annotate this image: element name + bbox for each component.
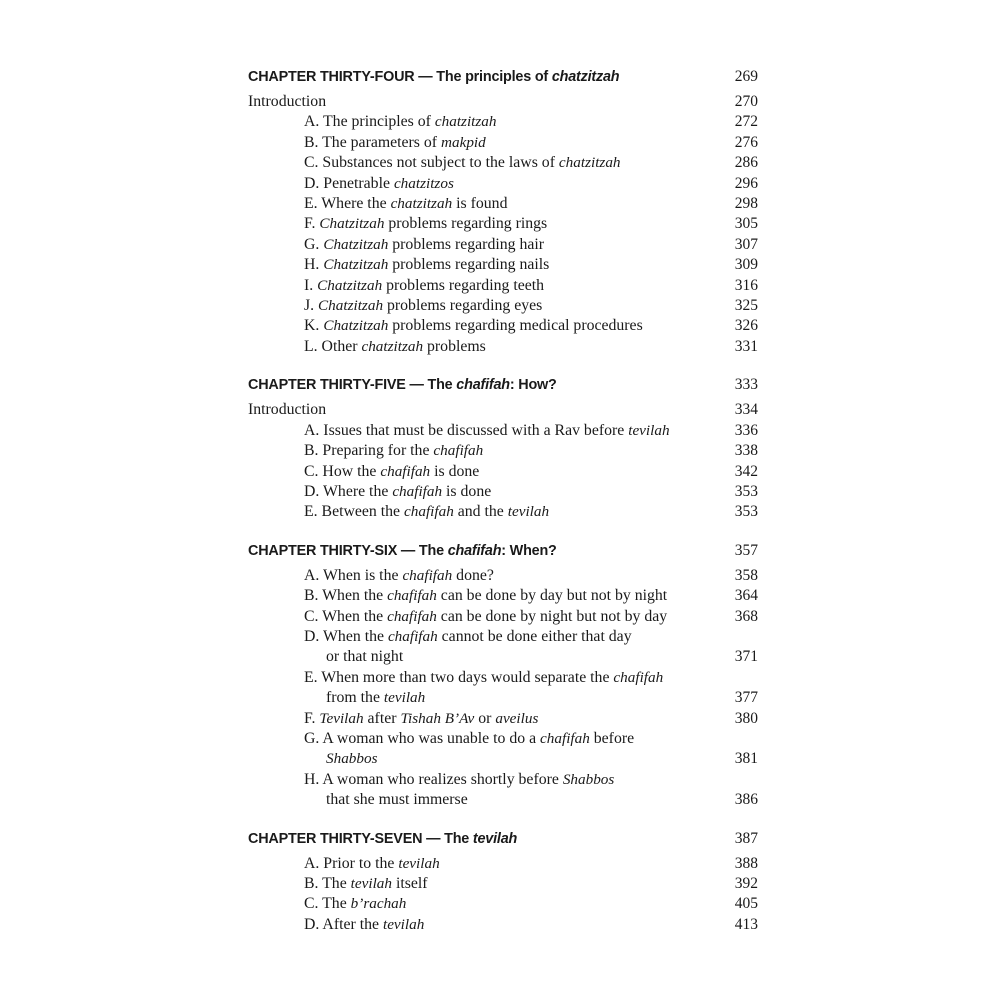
toc-entry: [248, 421, 758, 441]
entry-text-roman: A. Prior to the: [304, 854, 399, 872]
toc-entry: [248, 586, 758, 606]
toc-entry: [248, 441, 758, 461]
entry-text-roman: D. Penetrable: [304, 174, 394, 192]
page-number: 364: [734, 587, 758, 605]
page-number: 371: [734, 648, 758, 666]
toc-entry: [248, 668, 758, 688]
page-number: 353: [734, 482, 758, 500]
table-of-contents: [248, 68, 758, 954]
entry-text-roman: J.: [304, 297, 319, 315]
entry-title: [326, 790, 468, 810]
introduction-label: Introduction: [248, 93, 327, 110]
page-number: 380: [734, 709, 758, 727]
entry-text-italic-term: chafifah: [387, 627, 438, 645]
entry-text-roman: C. Substances not subject to the laws of: [304, 154, 559, 172]
page-number: 276: [734, 133, 758, 151]
chapter-subject-term: tevilah: [472, 830, 518, 847]
entry-text-roman: is done: [430, 462, 480, 480]
entry-title: [304, 770, 614, 790]
em-dash: —: [405, 377, 428, 394]
toc-entry: [248, 566, 758, 586]
entry-text-italic-term: Chatzitzah: [317, 276, 383, 294]
chapter-title: [248, 543, 557, 559]
entry-text-roman: problems regarding nails: [388, 256, 550, 274]
entry-text-roman: D. When the: [304, 627, 388, 645]
page-number: 296: [734, 174, 758, 192]
entry-text-roman: done?: [452, 566, 494, 584]
entry-text-italic-term: Chatzitzah: [319, 215, 385, 233]
entry-text-roman: cannot be done either that day: [437, 627, 632, 645]
entry-text-italic-term: Shabbos: [562, 770, 615, 788]
toc-entry: [248, 112, 758, 132]
em-dash: —: [414, 69, 437, 85]
entry-text-roman: A. When is the: [304, 566, 403, 584]
entry-title: [326, 688, 425, 708]
entry-title: [304, 482, 491, 502]
toc-entry: [248, 194, 758, 214]
entry-title: [304, 729, 634, 749]
entry-text-roman: B. When the: [304, 587, 388, 605]
chapter-label: CHAPTER THIRTY-FOUR: [248, 69, 415, 85]
chapter-subject-term: chafifah: [456, 377, 510, 394]
chapter-label: CHAPTER THIRTY-SEVEN: [248, 830, 423, 847]
toc-entry: [248, 854, 758, 874]
introduction-entry: [248, 400, 758, 420]
page-number: 368: [734, 607, 758, 625]
chapter-title: [248, 377, 557, 393]
entry-text-roman: E. Where the: [304, 195, 391, 213]
entry-text-italic-term: chatzitzah: [390, 195, 453, 213]
chapter-page-number: 357: [734, 541, 758, 559]
toc-entry: [248, 153, 758, 173]
entry-text-roman: B. The: [304, 875, 351, 892]
entry-title: [304, 915, 424, 935]
entry-text-roman: F.: [304, 215, 320, 233]
entry-text-roman: G.: [304, 235, 324, 253]
entry-text-italic-term: Tishah B’Av: [400, 709, 475, 727]
toc-entry: [248, 770, 758, 790]
page-number: 338: [734, 442, 758, 460]
entry-text-roman: problems: [423, 337, 486, 355]
toc-entry: [248, 627, 758, 647]
entry-title: [304, 194, 507, 214]
entry-text-italic-term: chafifah: [387, 607, 437, 625]
page-number: 316: [734, 276, 758, 294]
toc-entry: [248, 316, 758, 336]
toc-entry: [248, 462, 758, 482]
entry-text-roman: and the: [453, 503, 508, 521]
entry-text-roman: can be done by night but not by day: [436, 607, 668, 625]
chapter-label: CHAPTER THIRTY-FIVE: [248, 377, 406, 394]
page-number: 342: [734, 462, 758, 480]
toc-entry: [248, 894, 758, 914]
entry-text-italic-term: chafifah: [540, 729, 590, 747]
entry-text-italic-term: chafifah: [404, 503, 454, 521]
entry-text-italic-term: chafifah: [402, 566, 453, 584]
entry-text-italic-term: chatzitzah: [434, 113, 497, 131]
entry-text-roman: K.: [304, 317, 324, 335]
entry-text-italic-term: chafifah: [380, 462, 431, 480]
page-number: 413: [734, 915, 758, 933]
entry-text-roman: can be done by day but not by night: [436, 587, 668, 605]
toc-entry: [248, 729, 758, 749]
toc-entry-continuation: [248, 749, 758, 769]
toc-entry: [248, 214, 758, 234]
entry-text-roman: L. Other: [304, 337, 362, 355]
entry-title: [304, 586, 667, 606]
entry-text-roman: C. How the: [304, 462, 381, 480]
entry-text-roman: before: [589, 729, 635, 747]
entry-text-roman: problems regarding rings: [384, 215, 548, 233]
entry-title: [304, 276, 544, 296]
toc-entry: [248, 255, 758, 275]
entry-text-roman: C. When the: [304, 607, 388, 625]
chapter-page-number: 333: [734, 376, 758, 394]
toc-entry: [248, 296, 758, 316]
entry-title: [304, 174, 454, 194]
entry-text-roman: B. Preparing for the: [304, 442, 434, 460]
entry-text-roman: problems regarding hair: [388, 235, 545, 253]
chapter-subject: The principles of: [436, 69, 552, 85]
entry-text-italic-term: chafifah: [433, 442, 484, 460]
page-number: 386: [734, 791, 758, 809]
page-number: 377: [734, 689, 758, 707]
page-number: 353: [734, 503, 758, 521]
entry-text-italic-term: tevilah: [383, 689, 426, 707]
em-dash: —: [397, 542, 419, 559]
entry-text-italic-term: aveilus: [495, 709, 539, 727]
page-number: 358: [734, 566, 758, 584]
entry-text-italic-term: chafifah: [392, 482, 443, 500]
entry-text-italic-term: chatzitzah: [361, 337, 424, 355]
entry-text-italic-term: Shabbos: [326, 750, 378, 768]
toc-entry: [248, 607, 758, 627]
entry-title: [304, 502, 549, 522]
entry-text-italic-term: makpid: [441, 133, 486, 151]
page-number: 334: [734, 401, 758, 419]
chapter-heading: [248, 68, 758, 91]
toc-entry: [248, 337, 758, 357]
entry-text-italic-term: tevilah: [398, 854, 440, 872]
page-number: 298: [734, 195, 758, 213]
entry-text-italic-term: tevilah: [507, 503, 550, 521]
entry-text-roman: problems regarding medical procedures: [388, 317, 643, 335]
entry-title: [304, 255, 549, 275]
em-dash: —: [422, 830, 445, 847]
entry-text-roman: I.: [304, 276, 318, 294]
chapter-subject: The: [444, 830, 473, 847]
chapter-subject: The: [418, 542, 448, 559]
entry-text-roman: A. Issues that must be discussed with a Rav before: [304, 421, 629, 439]
toc-entry: [248, 276, 758, 296]
toc-entry: [248, 174, 758, 194]
entry-text-roman: or: [474, 709, 496, 727]
entry-text-roman: or that night: [326, 648, 404, 666]
page-number: 405: [734, 895, 758, 913]
chapter-subject-end: : When?: [501, 542, 557, 559]
page-number: 305: [734, 215, 758, 233]
entry-title: [304, 337, 486, 357]
entry-text-roman: E. When more than two days would separate the: [304, 668, 614, 686]
chapter-section: [248, 376, 758, 522]
entry-title: [304, 421, 670, 441]
entry-title: [304, 462, 479, 482]
chapter-subject: The: [427, 377, 457, 394]
chapter-page-number: 269: [734, 68, 758, 85]
entry-text-roman: F.: [304, 709, 320, 727]
toc-entry-continuation: [248, 790, 758, 810]
entry-title: [304, 894, 406, 914]
entry-text-roman: E. Between the: [304, 503, 405, 521]
chapter-title: [248, 831, 517, 847]
entry-text-roman: G. A woman who was unable to do a: [304, 729, 541, 747]
entry-title: [304, 133, 486, 153]
entry-title: [304, 607, 667, 627]
entry-title: [304, 627, 632, 647]
page-number: 336: [734, 421, 758, 439]
entry-text-roman: that she must immerse: [326, 791, 468, 809]
entry-text-italic-term: chafifah: [613, 668, 664, 686]
page-number: 272: [734, 113, 758, 131]
entry-title: [304, 874, 428, 894]
entry-text-italic-term: tevilah: [350, 875, 392, 892]
entry-title: [304, 153, 621, 173]
entry-text-roman: A. The principles of: [304, 113, 435, 131]
entry-text-roman: is found: [452, 195, 508, 213]
toc-entry: [248, 709, 758, 729]
page-number: 331: [734, 337, 758, 355]
entry-title: [304, 296, 542, 316]
entry-text-roman: B. The parameters of: [304, 133, 442, 151]
entry-text-italic-term: b’rachah: [350, 895, 407, 913]
entry-title: [304, 854, 440, 874]
toc-entry: [248, 482, 758, 502]
entry-title: [304, 235, 544, 255]
entry-title: [304, 316, 643, 336]
entry-text-roman: D. After the: [304, 915, 383, 933]
page-number: 286: [734, 154, 758, 172]
entry-text-italic-term: chatzitzos: [393, 174, 454, 192]
toc-entry: [248, 874, 758, 894]
chapter-section: [248, 542, 758, 811]
chapter-section: [248, 830, 758, 936]
entry-title: [304, 668, 663, 688]
toc-entry-continuation: [248, 647, 758, 667]
entry-title: [326, 647, 403, 667]
entry-text-italic-term: tevilah: [382, 915, 425, 933]
page-number: 270: [734, 93, 758, 110]
entry-title: [304, 566, 494, 586]
entry-text-roman: from the: [326, 689, 384, 707]
entry-text-italic-term: tevilah: [628, 421, 670, 439]
chapter-heading: [248, 376, 758, 399]
entry-text-roman: after: [363, 709, 401, 727]
page-number: 325: [734, 297, 758, 315]
toc-entry-continuation: [248, 688, 758, 708]
chapter-heading: [248, 830, 758, 853]
toc-entry: [248, 133, 758, 153]
page-number: 307: [734, 235, 758, 253]
entry-text-roman: problems regarding eyes: [383, 297, 543, 315]
chapter-title: [248, 69, 619, 85]
chapter-heading: [248, 542, 758, 565]
entry-title: [304, 112, 497, 132]
toc-entry: [248, 915, 758, 935]
entry-text-italic-term: chafifah: [387, 587, 437, 605]
entry-text-italic-term: Tevilah: [319, 709, 364, 727]
entry-text-roman: H.: [304, 256, 324, 274]
page-number: 388: [734, 854, 758, 872]
introduction-label: Introduction: [248, 401, 327, 419]
chapter-section: [248, 68, 758, 357]
entry-text-roman: is done: [442, 482, 492, 500]
page-number: 326: [734, 317, 758, 335]
page-number: 392: [734, 875, 758, 892]
entry-title: [304, 441, 483, 461]
entry-text-roman: itself: [392, 875, 428, 892]
introduction-entry: [248, 92, 758, 112]
entry-text-roman: D. Where the: [304, 482, 393, 500]
entry-title: [326, 749, 377, 769]
entry-text-italic-term: Chatzitzah: [323, 317, 389, 335]
entry-text-italic-term: Chatzitzah: [318, 297, 384, 315]
page-number: 381: [734, 750, 758, 768]
entry-text-italic-term: chatzitzah: [558, 154, 621, 172]
chapter-subject-term: chatzitzah: [551, 69, 620, 85]
entry-text-italic-term: Chatzitzah: [323, 235, 389, 253]
entry-text-italic-term: Chatzitzah: [323, 256, 389, 274]
entry-text-roman: H. A woman who realizes shortly before: [304, 770, 563, 788]
entry-text-roman: C. The: [304, 895, 351, 913]
page-number: 309: [734, 256, 758, 274]
entry-title: [304, 214, 547, 234]
chapter-label: CHAPTER THIRTY-SIX: [248, 542, 398, 559]
entry-text-roman: problems regarding teeth: [382, 276, 545, 294]
entry-title: [304, 709, 538, 729]
chapter-subject-term: chafifah: [447, 542, 502, 559]
chapter-subject-end: : How?: [509, 377, 557, 394]
toc-entry: [248, 502, 758, 522]
toc-entry: [248, 235, 758, 255]
chapter-page-number: 387: [734, 829, 758, 847]
